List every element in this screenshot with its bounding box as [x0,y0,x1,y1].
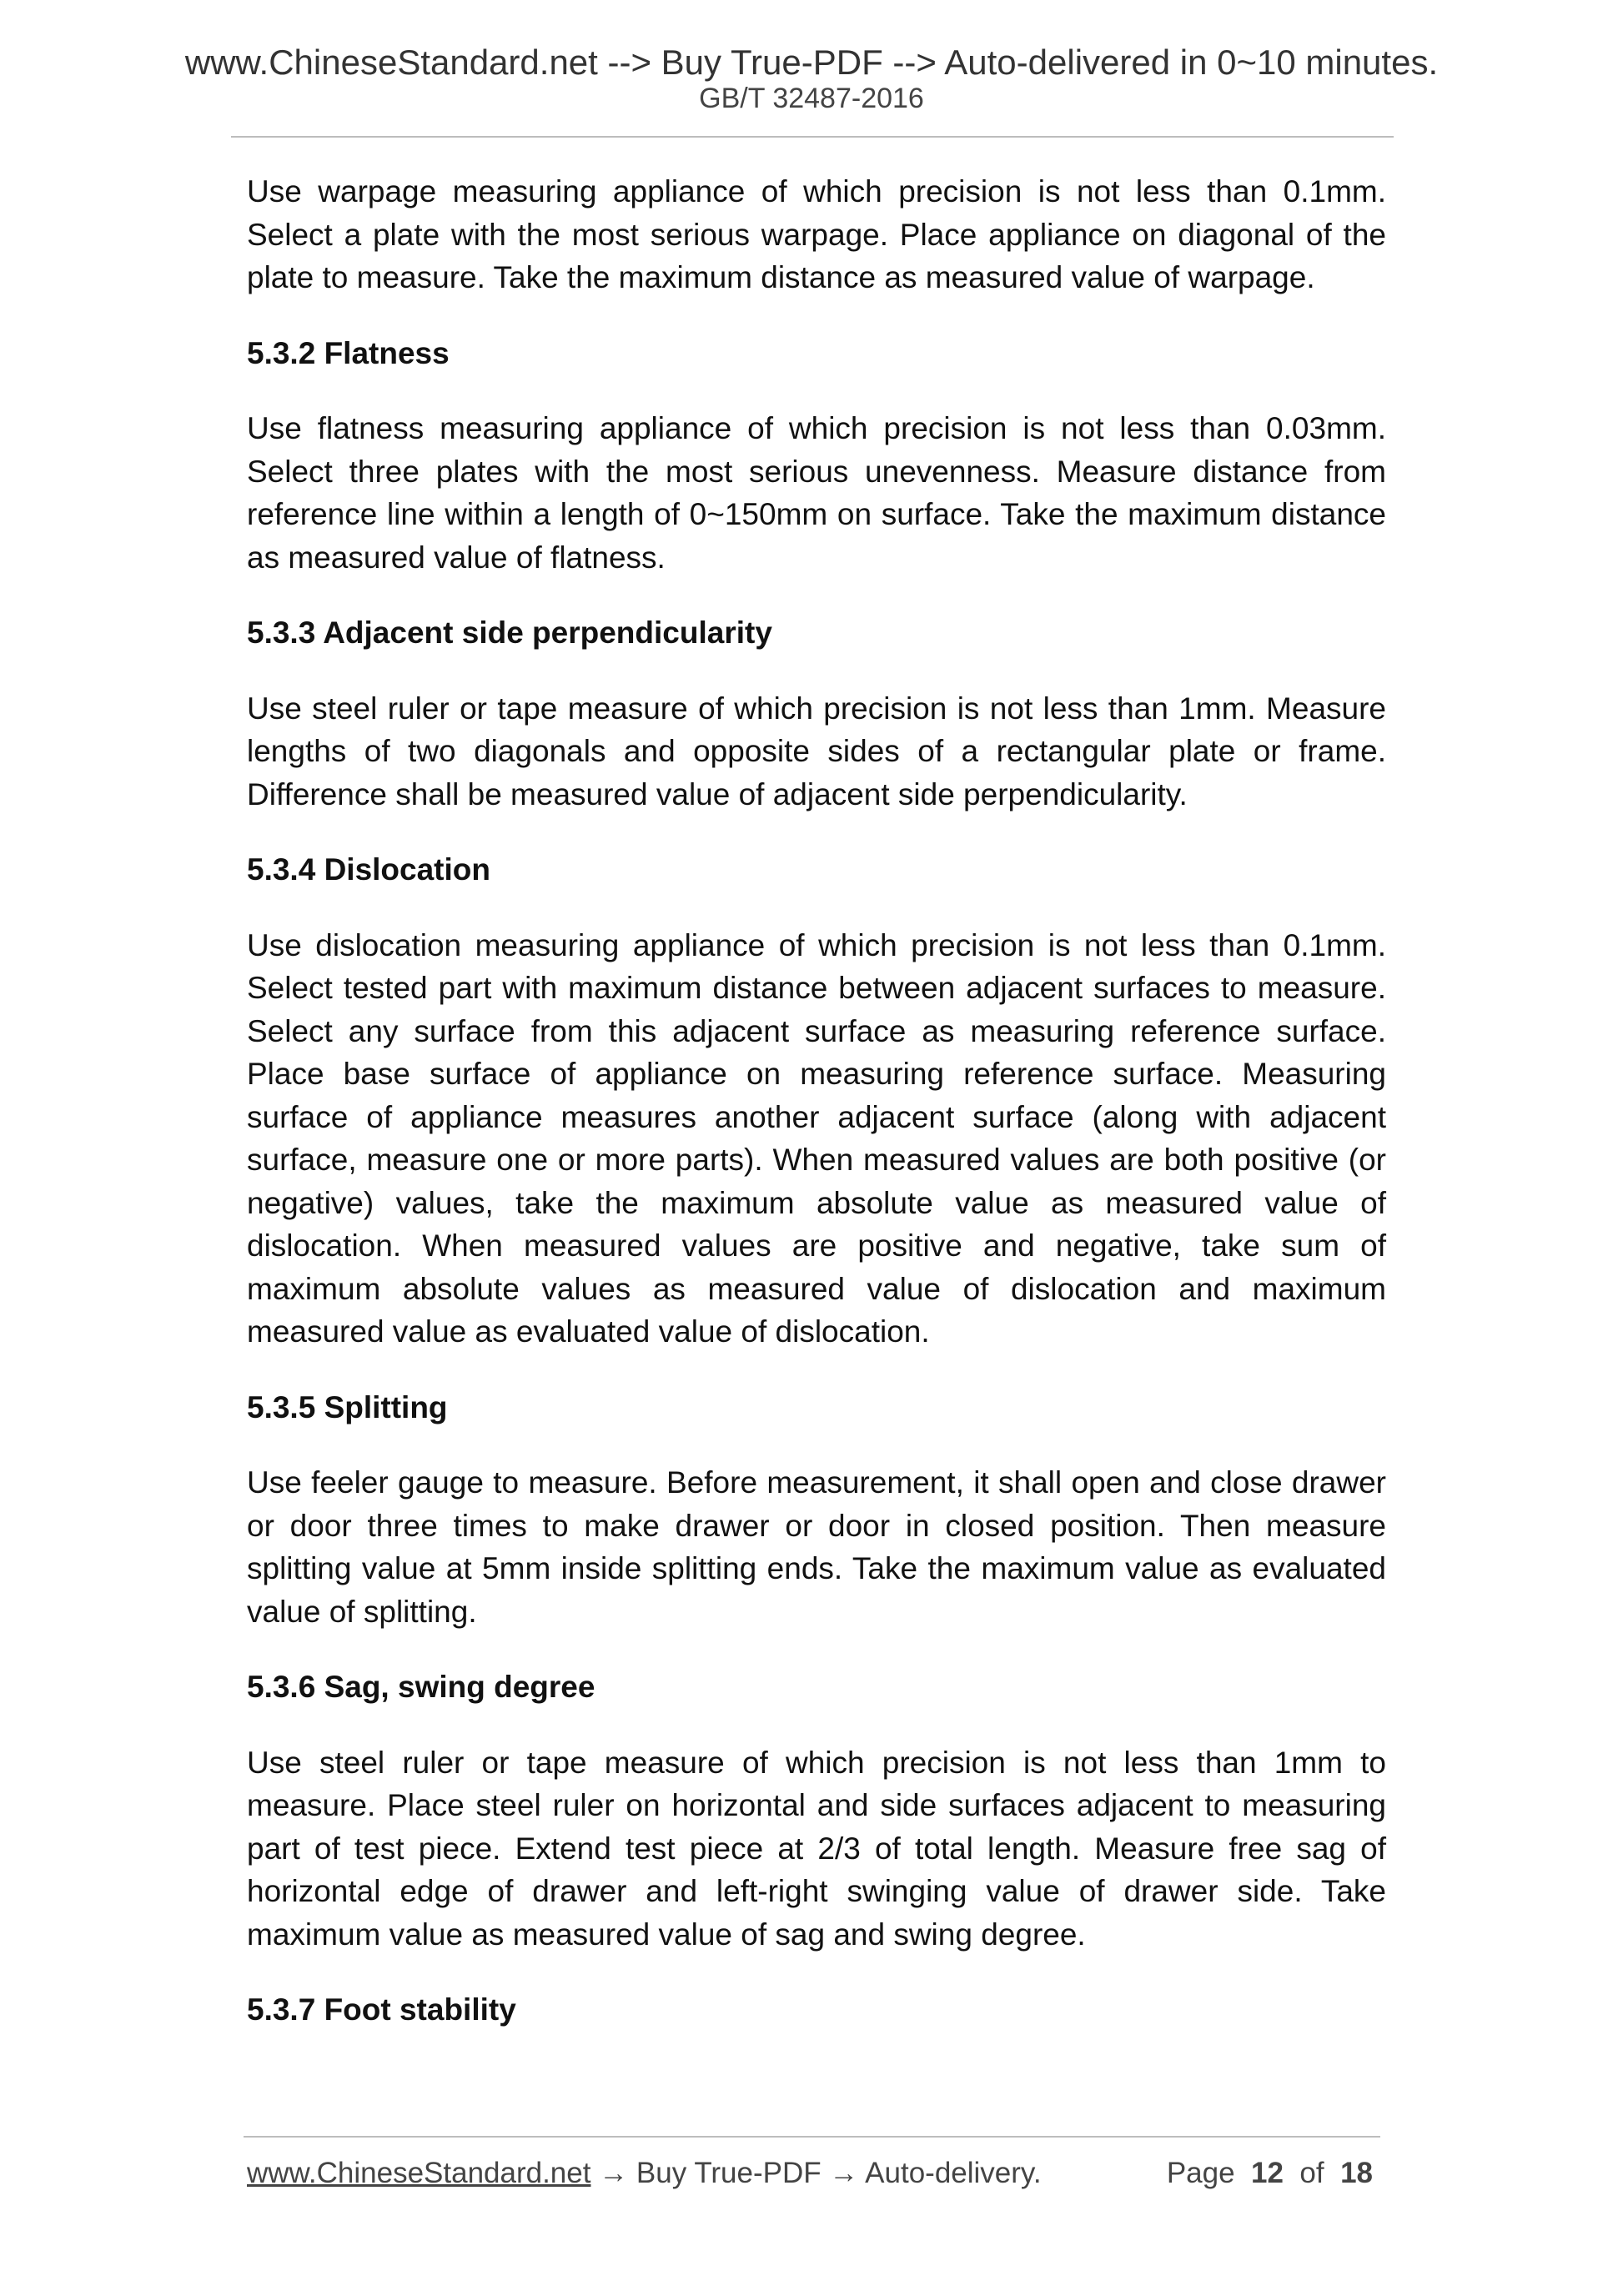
footer-divider [244,2136,1380,2138]
heading-splitting: 5.3.5 Splitting [247,1389,448,1424]
document-body [247,170,1386,2064]
footer-delivery-text: → Buy True-PDF → Auto-delivery. [590,2157,1042,2189]
heading-sag-swing: 5.3.6 Sag, swing degree [247,1670,595,1704]
page-total: 18 [1340,2157,1373,2189]
header-divider [231,136,1394,138]
standard-code: GB/T 32487-2016 [699,83,924,114]
paragraph-splitting: Use feeler gauge to measure. Before measurement, it shall open and close drawer or door three times to make drawer or door in closed position. Then measure splitting value at 5mm inside splitting ends. Take the maximum value as evaluated value of splitting. [247,1465,1386,1629]
heading-dislocation: 5.3.4 Dislocation [247,852,490,887]
of-word: of [1299,2157,1324,2189]
page-word: Page [1166,2157,1235,2189]
paragraph-dislocation: Use dislocation measuring appliance of which precision is not less than 0.1mm. Select tested part with maximum distance between adjacent surfaces to measure. Select any surface from this adjacent surface as measuring reference surface. Place base surface of appliance on measuring reference surface. Measuring surface of appliance measures another adjacent surface (along with adjacent surface, measure one or more parts). When measured values are both positive (or negative) values, take the maximum absolute value as measured value of dislocation. When measured values are positive and negative, take sum of maximum absolute values as measured value of dislocation and maximum measured value as evaluated value of dislocation. [247,927,1386,1349]
heading-perpendicularity: 5.3.3 Adjacent side perpendicularity [247,615,772,650]
paragraph-warpage: Use warpage measuring appliance of which precision is not less than 0.1mm. Select a plate with the most serious warpage. Place appliance on diagonal of the plate to measure. Take the maximum distance as measured value of warpage. [247,174,1386,294]
heading-foot-stability: 5.3.7 Foot stability [247,1992,516,2027]
footer-site-link[interactable]: www.ChineseStandard.net [247,2157,591,2189]
paragraph-flatness: Use flatness measuring appliance of which precision is not less than 0.03mm. Select three plates with the most serious unevenness. Measure distance from reference line within a length of 0~150mm on surface. Take the maximum distance as measured value of flatness. [247,411,1386,575]
paragraph-perpendicularity: Use steel ruler or tape measure of which precision is not less than 1mm. Measure lengths of two diagonals and opposite sides of a rectangular plate or frame. Difference shall be measured value of adjacent side perpendicularity. [247,691,1386,811]
page-footer [247,2155,1373,2192]
heading-flatness: 5.3.2 Flatness [247,335,450,370]
site-banner: www.ChineseStandard.net --> Buy True-PDF --> Auto-delivered in 0~10 minutes. [184,43,1439,82]
paragraph-sag-swing: Use steel ruler or tape measure of which precision is not less than 1mm to measure. Place steel ruler on horizontal and side surfaces adjacent to measuring part of test piece. Extend test piece at 2/3 of total length. Measure free sag of horizontal edge of drawer and left-right swinging value of drawer side. Take maximum value as measured value of sag and swing degree. [247,1745,1386,1952]
page-indicator [1167,2155,1373,2192]
page-current: 12 [1251,2157,1284,2189]
